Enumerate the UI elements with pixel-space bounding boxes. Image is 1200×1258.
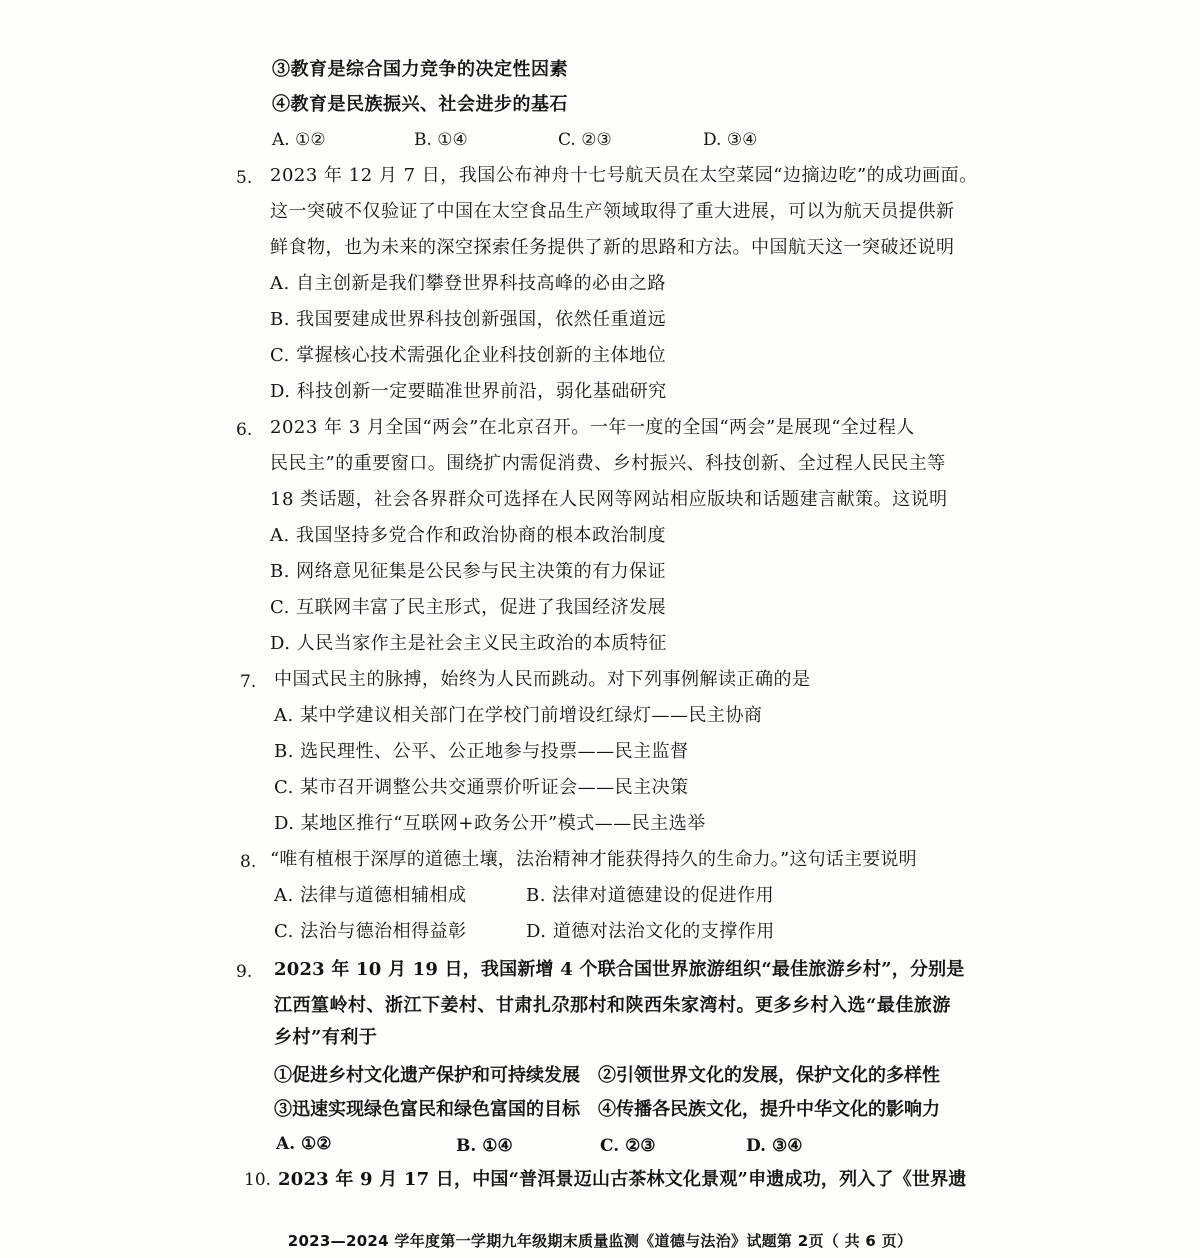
q5-stem-line-2: 这一突破不仅验证了中国在太空食品生产领域取得了重大进展，可以为航天员提供新 xyxy=(270,201,955,222)
q5-option-c: C. 掌握核心技术需强化企业科技创新的主体地位 xyxy=(270,345,667,366)
q6-option-a: A. 我国坚持多党合作和政治协商的根本政治制度 xyxy=(270,525,666,546)
q6-stem-line-2: 民民主”的重要窗口。围绕扩内需促消费、乡村振兴、科技创新、全过程人民民主等 xyxy=(270,453,946,474)
q8-stem: “唯有植根于深厚的道德土壤，法治精神才能获得持久的生命力。”这句话主要说明 xyxy=(270,849,917,870)
question-10-number: 10. xyxy=(244,1170,272,1190)
question-8-number: 8. xyxy=(240,852,257,872)
q9-stem-line-1: 2023 年 10 月 19 日，我国新增 4 个联合国世界旅游组织“最佳旅游乡村”，分别是 xyxy=(274,959,965,980)
q8-option-b: B. 法律对道德建设的促进作用 xyxy=(526,885,775,906)
q8-option-c: C. 法治与德治相得益彰 xyxy=(274,921,467,942)
q7-option-b: B. 选民理性、公平、公正地参与投票——民主监督 xyxy=(274,741,689,762)
q9-statement-4: ④传播各民族文化，提升中华文化的影响力 xyxy=(598,1099,940,1120)
q9-statement-2: ②引领世界文化的发展，保护文化的多样性 xyxy=(598,1065,940,1086)
q10-stem-line-1: 2023 年 9 月 17 日，中国“普洱景迈山古茶林文化景观”申遗成功，列入了《世界遗 xyxy=(278,1169,967,1190)
q5-option-a: A. 自主创新是我们攀登世界科技高峰的必由之路 xyxy=(270,273,666,294)
q4-option-a: A. ①② xyxy=(272,130,326,150)
q9-stem-line-3: 乡村”有利于 xyxy=(274,1027,378,1048)
q6-stem-line-3: 18 类话题，社会各界群众可选择在人民网等网站相应版块和话题建言献策。这说明 xyxy=(270,489,948,510)
q4-option-b: B. ①④ xyxy=(414,130,468,150)
q9-statement-1: ①促进乡村文化遗产保护和可持续发展 xyxy=(274,1065,580,1086)
q4-option-d: D. ③④ xyxy=(703,130,758,150)
q8-option-a: A. 法律与道德相辅相成 xyxy=(274,885,467,906)
q5-option-b: B. 我国要建成世界科技创新强国，依然任重道远 xyxy=(270,309,667,330)
q6-option-b: B. 网络意见征集是公民参与民主决策的有力保证 xyxy=(270,561,667,582)
question-6-number: 6. xyxy=(236,420,253,440)
q7-option-a: A. 某中学建议相关部门在学校门前增设红绿灯——民主协商 xyxy=(274,705,763,726)
q9-statement-3: ③迅速实现绿色富民和绿色富国的目标 xyxy=(274,1099,580,1120)
q9-option-a: A. ①② xyxy=(276,1134,332,1154)
q5-stem-line-1: 2023 年 12 月 7 日，我国公布神舟十七号航天员在太空菜园“边摘边吃”的成功画面。 xyxy=(270,165,978,186)
q6-option-c: C. 互联网丰富了民主形式，促进了我国经济发展 xyxy=(270,597,667,618)
question-7-number: 7. xyxy=(240,672,257,692)
q6-option-d: D. 人民当家作主是社会主义民主政治的本质特征 xyxy=(270,633,667,654)
q4-option-c: C. ②③ xyxy=(558,130,612,150)
statement-3: ③教育是综合国力竞争的决定性因素 xyxy=(272,59,568,80)
q9-stem-line-2: 江西篁岭村、浙江下姜村、甘肃扎尕那村和陕西朱家湾村。更多乡村入选“最佳旅游 xyxy=(274,995,951,1016)
question-5-number: 5. xyxy=(236,168,253,188)
statement-4: ④教育是民族振兴、社会进步的基石 xyxy=(272,94,568,115)
q6-stem-line-1: 2023 年 3 月全国“两会”在北京召开。一年一度的全国“两会”是展现“全过程人 xyxy=(270,417,915,438)
q8-option-d: D. 道德对法治文化的支撑作用 xyxy=(526,921,775,942)
q9-option-b: B. ①④ xyxy=(456,1136,513,1156)
q5-stem-line-3: 鲜食物，也为未来的深空探索任务提供了新的思路和方法。中国航天这一突破还说明 xyxy=(270,237,955,258)
q5-option-d: D. 科技创新一定要瞄准世界前沿，弱化基础研究 xyxy=(270,381,667,402)
q7-option-d: D. 某地区推行“互联网+政务公开”模式——民主选举 xyxy=(274,813,706,834)
page-footer: 2023—2024 学年度第一学期九年级期末质量监测《道德与法治》试题第 2页（ 共 6 页） xyxy=(287,1232,913,1250)
q9-option-d: D. ③④ xyxy=(746,1136,803,1156)
q7-stem: 中国式民主的脉搏，始终为人民而跳动。对下列事例解读正确的是 xyxy=(274,669,811,690)
q7-option-c: C. 某市召开调整公共交通票价听证会——民主决策 xyxy=(274,777,689,798)
question-9-number: 9. xyxy=(236,962,253,982)
q9-option-c: C. ②③ xyxy=(600,1136,656,1156)
